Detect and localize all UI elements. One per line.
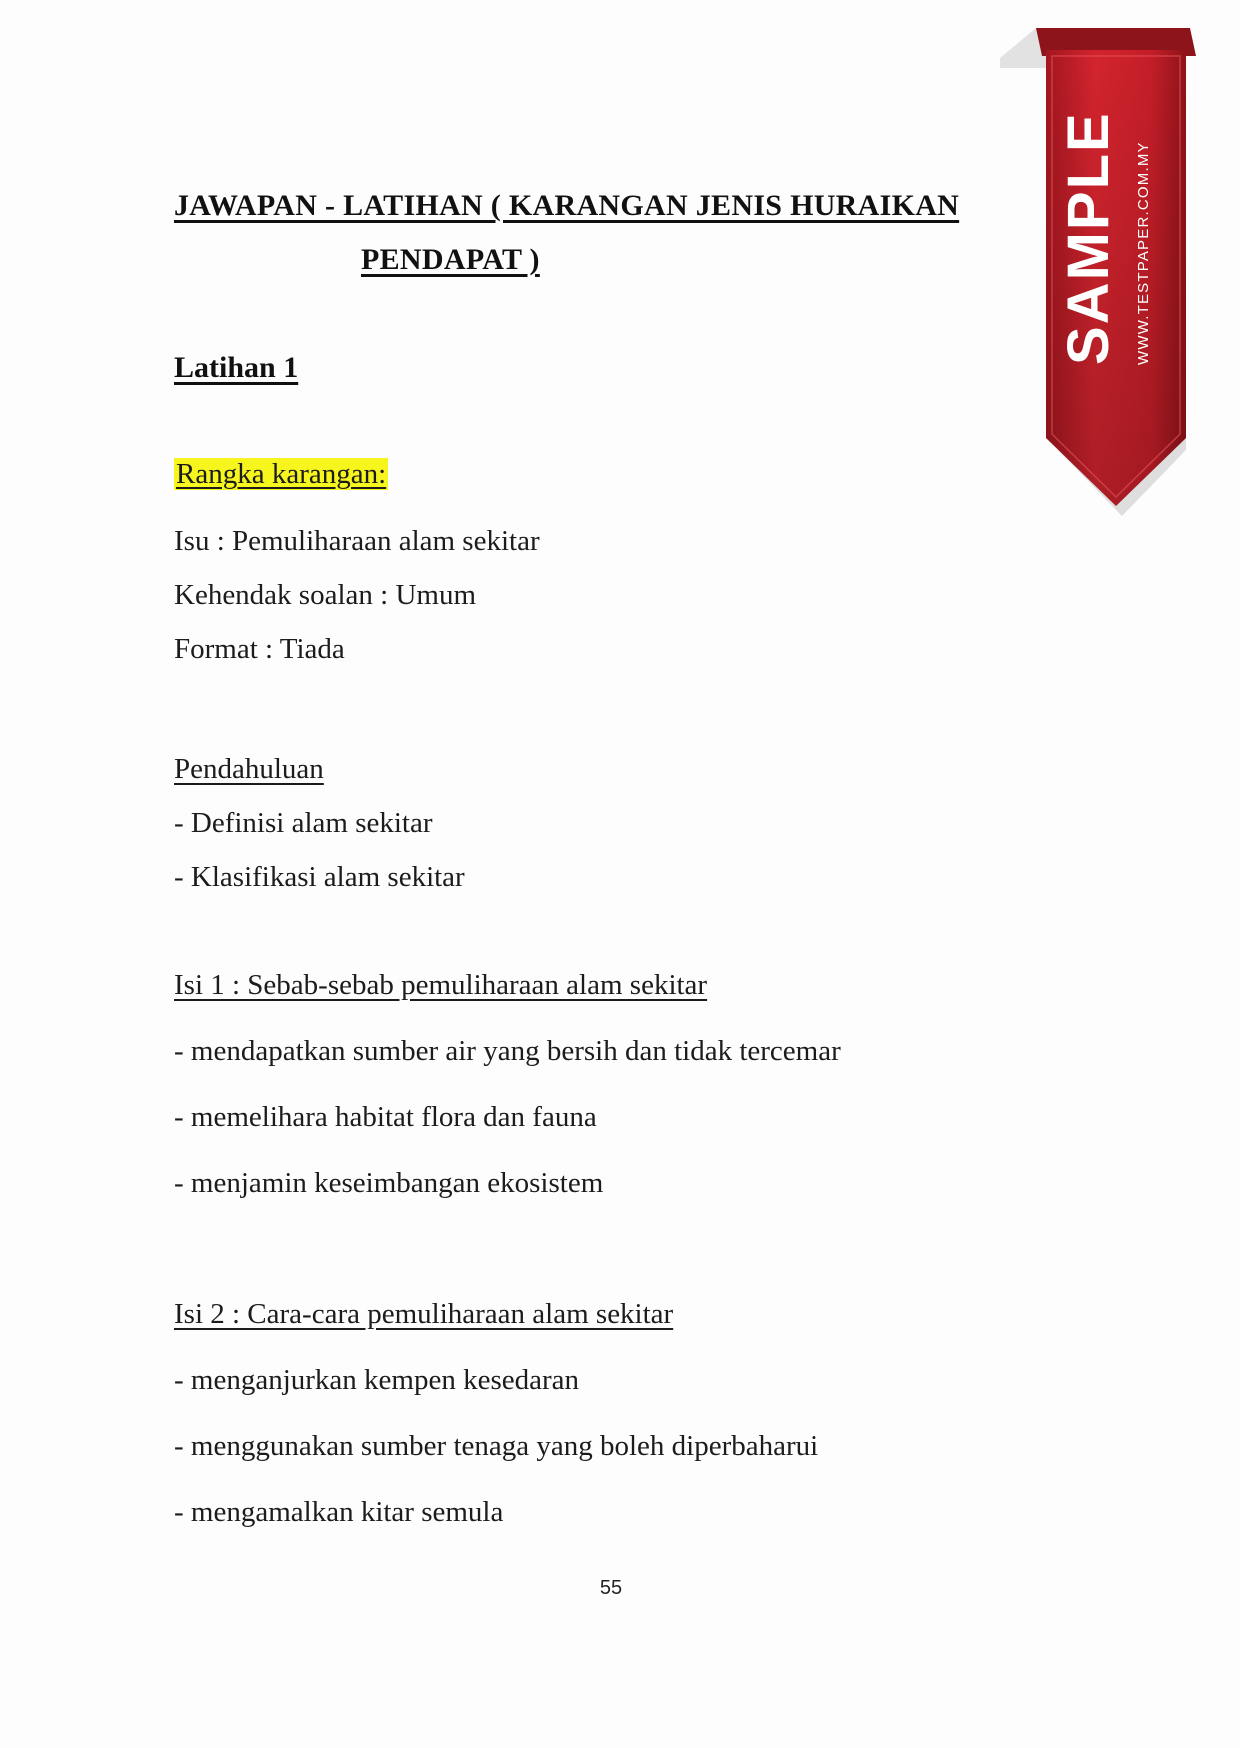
exercise-heading: Latihan 1 (174, 351, 299, 384)
isi2-point: - menganjurkan kempen kesedaran (174, 1364, 580, 1396)
meta-issue: Isu : Pemuliharaan alam sekitar (174, 525, 540, 557)
isi2-heading: Isi 2 : Cara-cara pemuliharaan alam sekitar (174, 1298, 674, 1330)
ribbon-text-svg (990, 20, 1240, 540)
meta-format: Format : Tiada (174, 633, 345, 665)
document-title-line1: JAWAPAN - LATIHAN ( KARANGAN JENIS HURAIKAN (174, 189, 960, 222)
meta-question-requirement: Kehendak soalan : Umum (174, 579, 477, 611)
document-title-line2: PENDAPAT ) (361, 243, 540, 276)
outline-label-line (174, 456, 388, 492)
isi2-point: - menggunakan sumber tenaga yang boleh diperbaharui (174, 1430, 819, 1462)
outline-label: Rangka karangan: (176, 458, 387, 490)
intro-point: - Definisi alam sekitar (174, 807, 433, 839)
isi1-point: - memelihara habitat flora dan fauna (174, 1101, 597, 1133)
isi1-heading: Isi 1 : Sebab-sebab pemuliharaan alam sekitar (174, 969, 708, 1001)
ribbon-text-layer (990, 20, 1240, 540)
ribbon-url: WWW.TESTPAPER.COM.MY (1135, 141, 1152, 365)
ribbon-sample-label: SAMPLE (1056, 111, 1121, 365)
intro-point: - Klasifikasi alam sekitar (174, 861, 465, 893)
isi1-point: - menjamin keseimbangan ekosistem (174, 1167, 604, 1199)
isi1-point: - mendapatkan sumber air yang bersih dan tidak tercemar (174, 1035, 841, 1067)
intro-heading: Pendahuluan (174, 753, 324, 785)
page-number: 55 (599, 1577, 623, 1599)
isi2-point: - mengamalkan kitar semula (174, 1496, 504, 1528)
